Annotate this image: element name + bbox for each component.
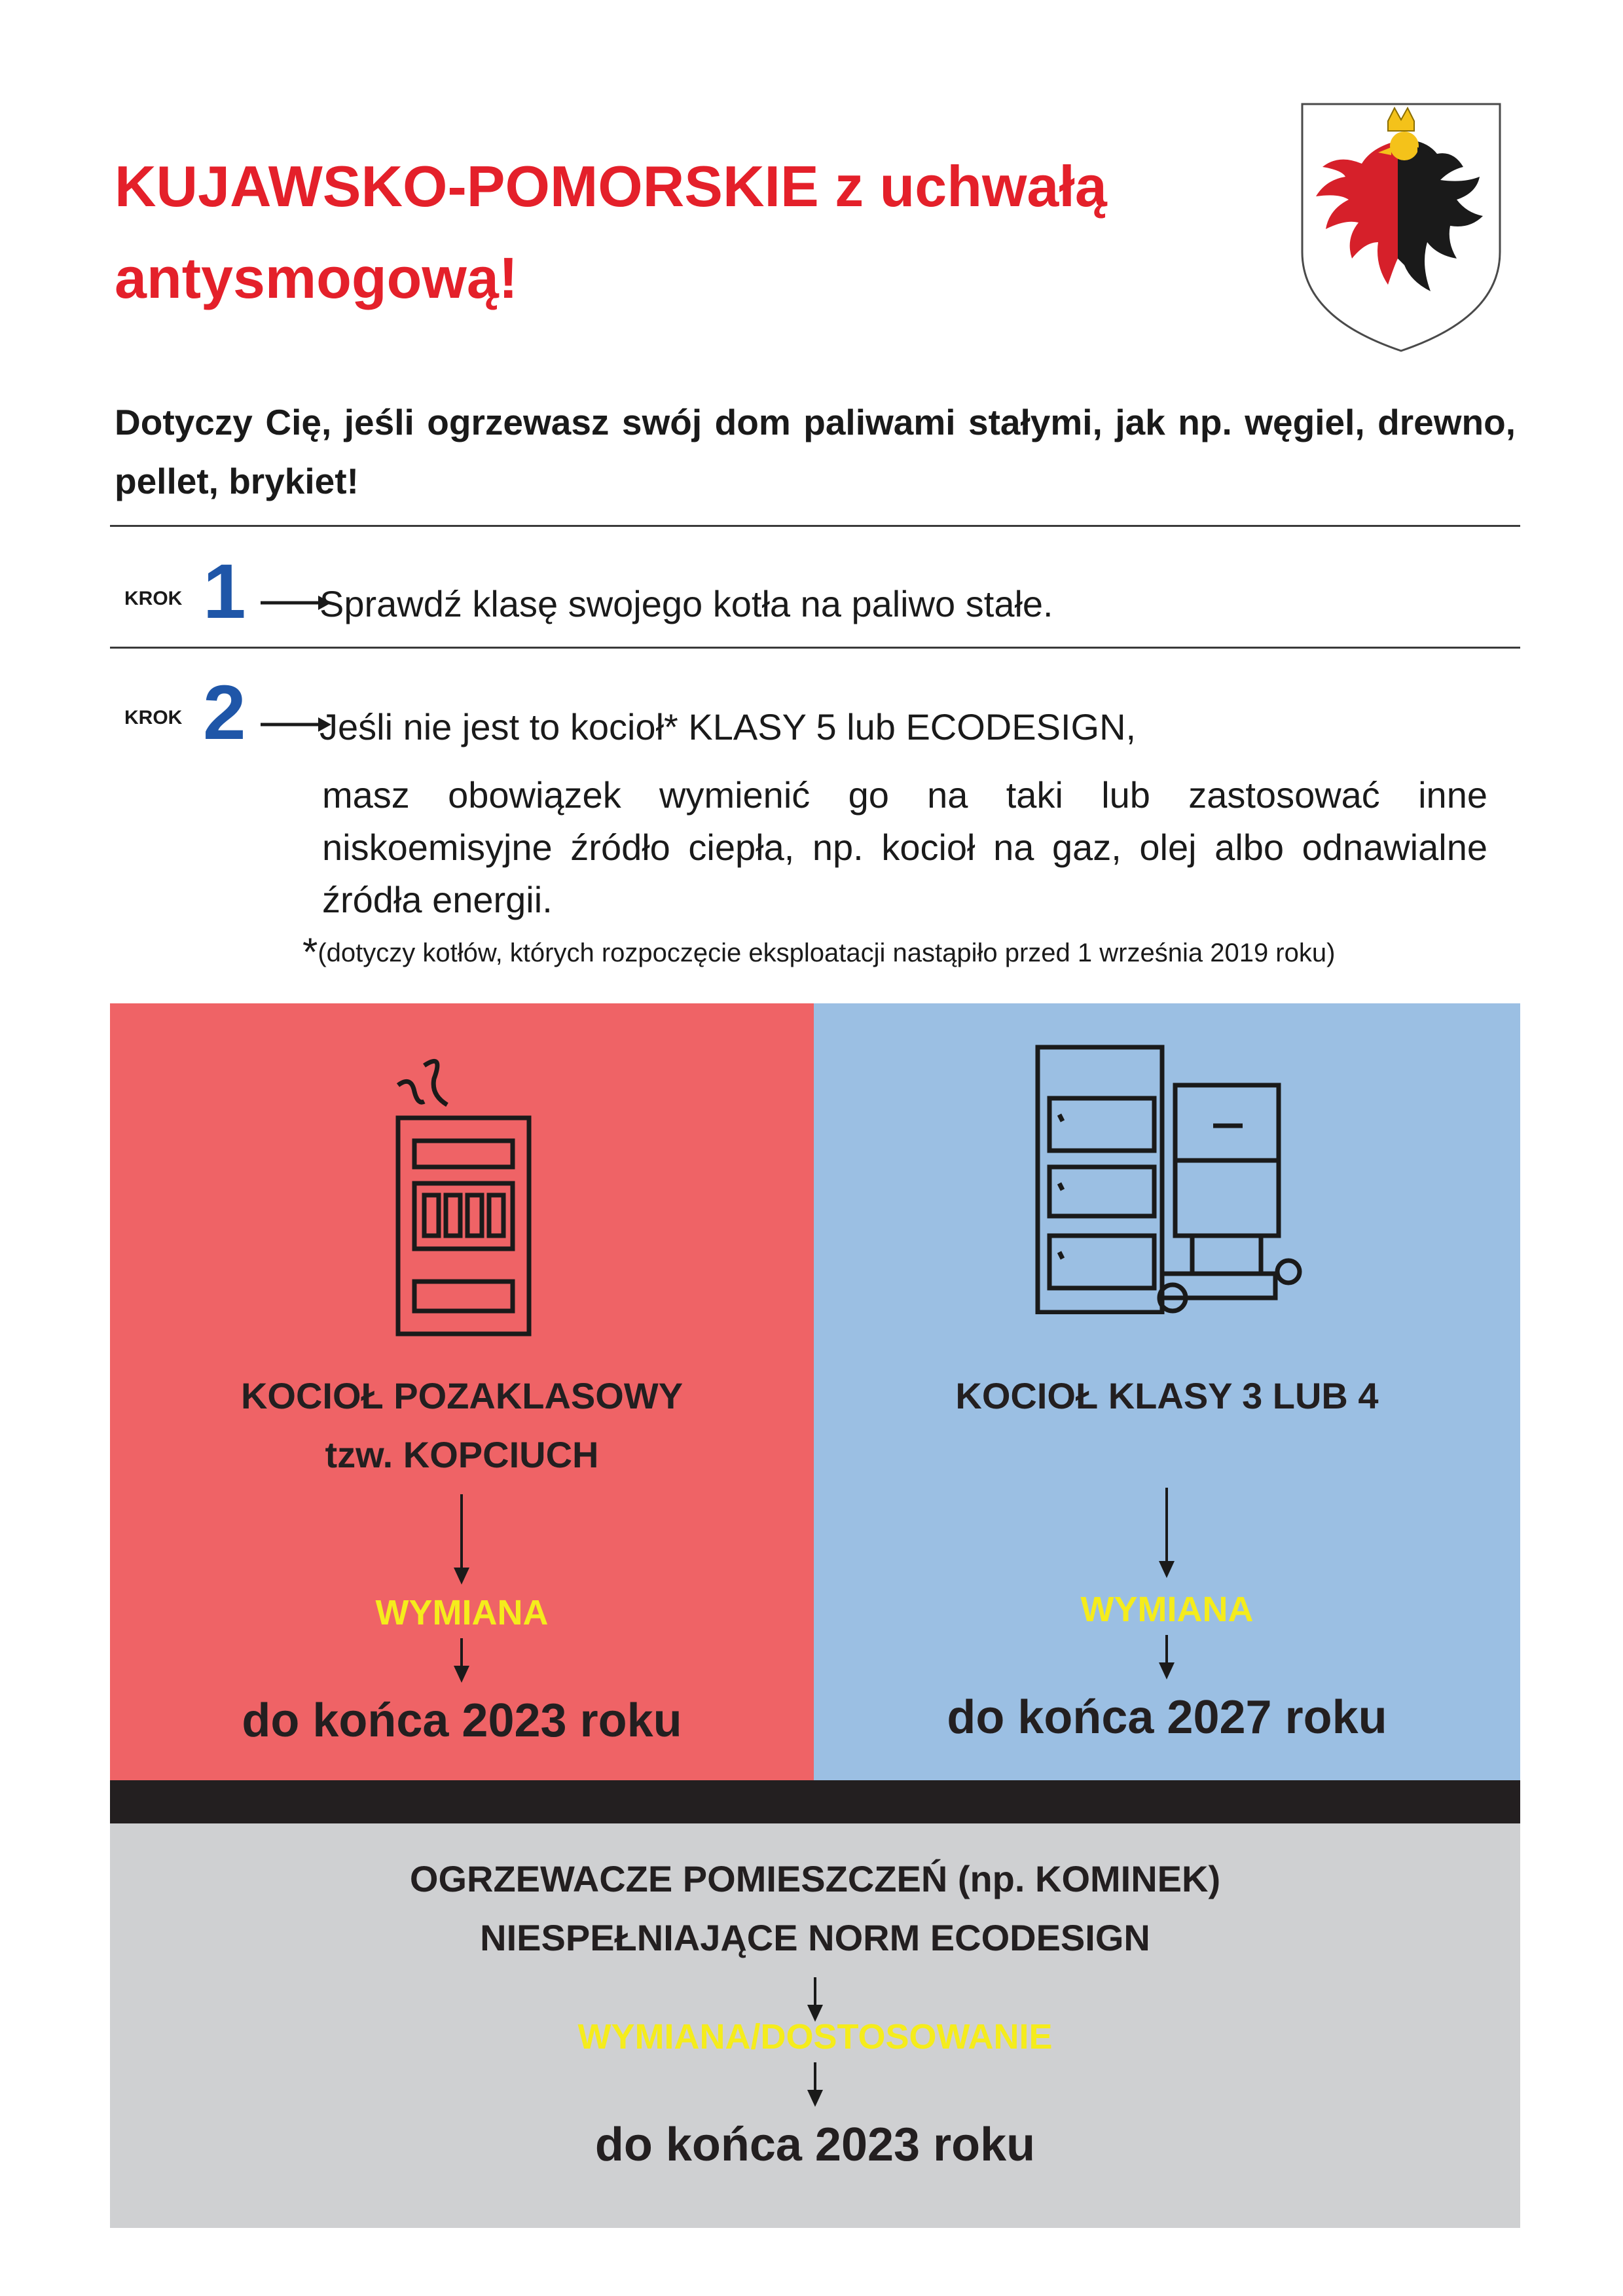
divider-line — [110, 647, 1520, 649]
old-boiler-icon — [385, 1039, 542, 1340]
panel-bottom-label-line-2: NIESPEŁNIAJĄCE NORM ECODESIGN — [480, 1917, 1150, 1958]
panel-unclassified-boiler — [110, 1003, 814, 1780]
panel-bottom-action: WYMIANA/DOSTOSOWANIE — [577, 2017, 1053, 2056]
step-2-label: KROK — [124, 707, 183, 728]
step-1-label: KROK — [124, 588, 183, 609]
step-2-number: 2 — [203, 670, 246, 756]
panel-bottom-label-line-1: OGRZEWACZE POMIESZCZEŃ (np. KOMINEK) — [409, 1858, 1221, 1899]
panel-room-heaters — [110, 1823, 1520, 2228]
panel-class-3-4-boiler — [814, 1003, 1520, 1780]
panel-left-label-line-2: tzw. KOPCIUCH — [325, 1434, 599, 1475]
panel-left-label — [110, 1367, 814, 1484]
panel-bottom-label — [110, 1850, 1520, 1967]
arrow-down-icon — [1154, 1635, 1180, 1681]
title-line-2: antysmogową! — [115, 245, 519, 310]
step-1-text: Sprawdź klasę swojego kotła na paliwo stałe. — [319, 583, 1053, 624]
footnote — [302, 929, 1546, 975]
panel-left-action: WYMIANA — [375, 1593, 549, 1632]
panel-right-deadline: do końca 2027 roku — [947, 1691, 1387, 1744]
panel-left-deadline: do końca 2023 roku — [242, 1695, 682, 1747]
panel-bottom-deadline: do końca 2023 roku — [594, 2119, 1036, 2171]
divider-line — [110, 525, 1520, 527]
title-line-1: KUJAWSKO-POMORSKIE z uchwałą — [115, 154, 1107, 219]
intro-text: Dotyczy Cię, jeśli ogrzewasz swój dom paliwami stałymi, jak np. węgiel, drewno, pellet, brykiet! — [115, 402, 1516, 501]
arrow-down-icon — [448, 1638, 475, 1684]
footnote-star: * — [302, 930, 318, 974]
panel-right-action: WYMIANA — [1080, 1590, 1254, 1629]
arrow-down-icon — [448, 1494, 475, 1586]
page-title — [115, 141, 1228, 324]
coat-of-arms-icon — [1300, 101, 1503, 353]
step-2-text: Jeśli nie jest to kocioł* KLASY 5 lub ECODESIGN, — [319, 706, 1137, 747]
step-1-number: 1 — [203, 548, 246, 635]
class-boiler-icon — [1030, 1039, 1305, 1314]
arrow-down-icon — [1154, 1488, 1180, 1579]
panel-left-label-line-1: KOCIOŁ POZAKLASOWY — [240, 1375, 684, 1416]
divider-bar — [110, 1780, 1520, 1823]
step-2-continuation: masz obowiązek wymienić go na taki lub zastosować inne niskoemisyjne źródło ciepła, np. kocioł na gaz, olej albo odnawialne źródła energii. — [322, 774, 1487, 920]
panel-right-label: KOCIOŁ KLASY 3 LUB 4 — [955, 1375, 1379, 1416]
footnote-text: (dotyczy kotłów, których rozpoczęcie eksploatacji nastąpiło przed 1 września 2019 roku) — [318, 939, 1336, 967]
arrow-down-icon — [802, 2062, 828, 2108]
